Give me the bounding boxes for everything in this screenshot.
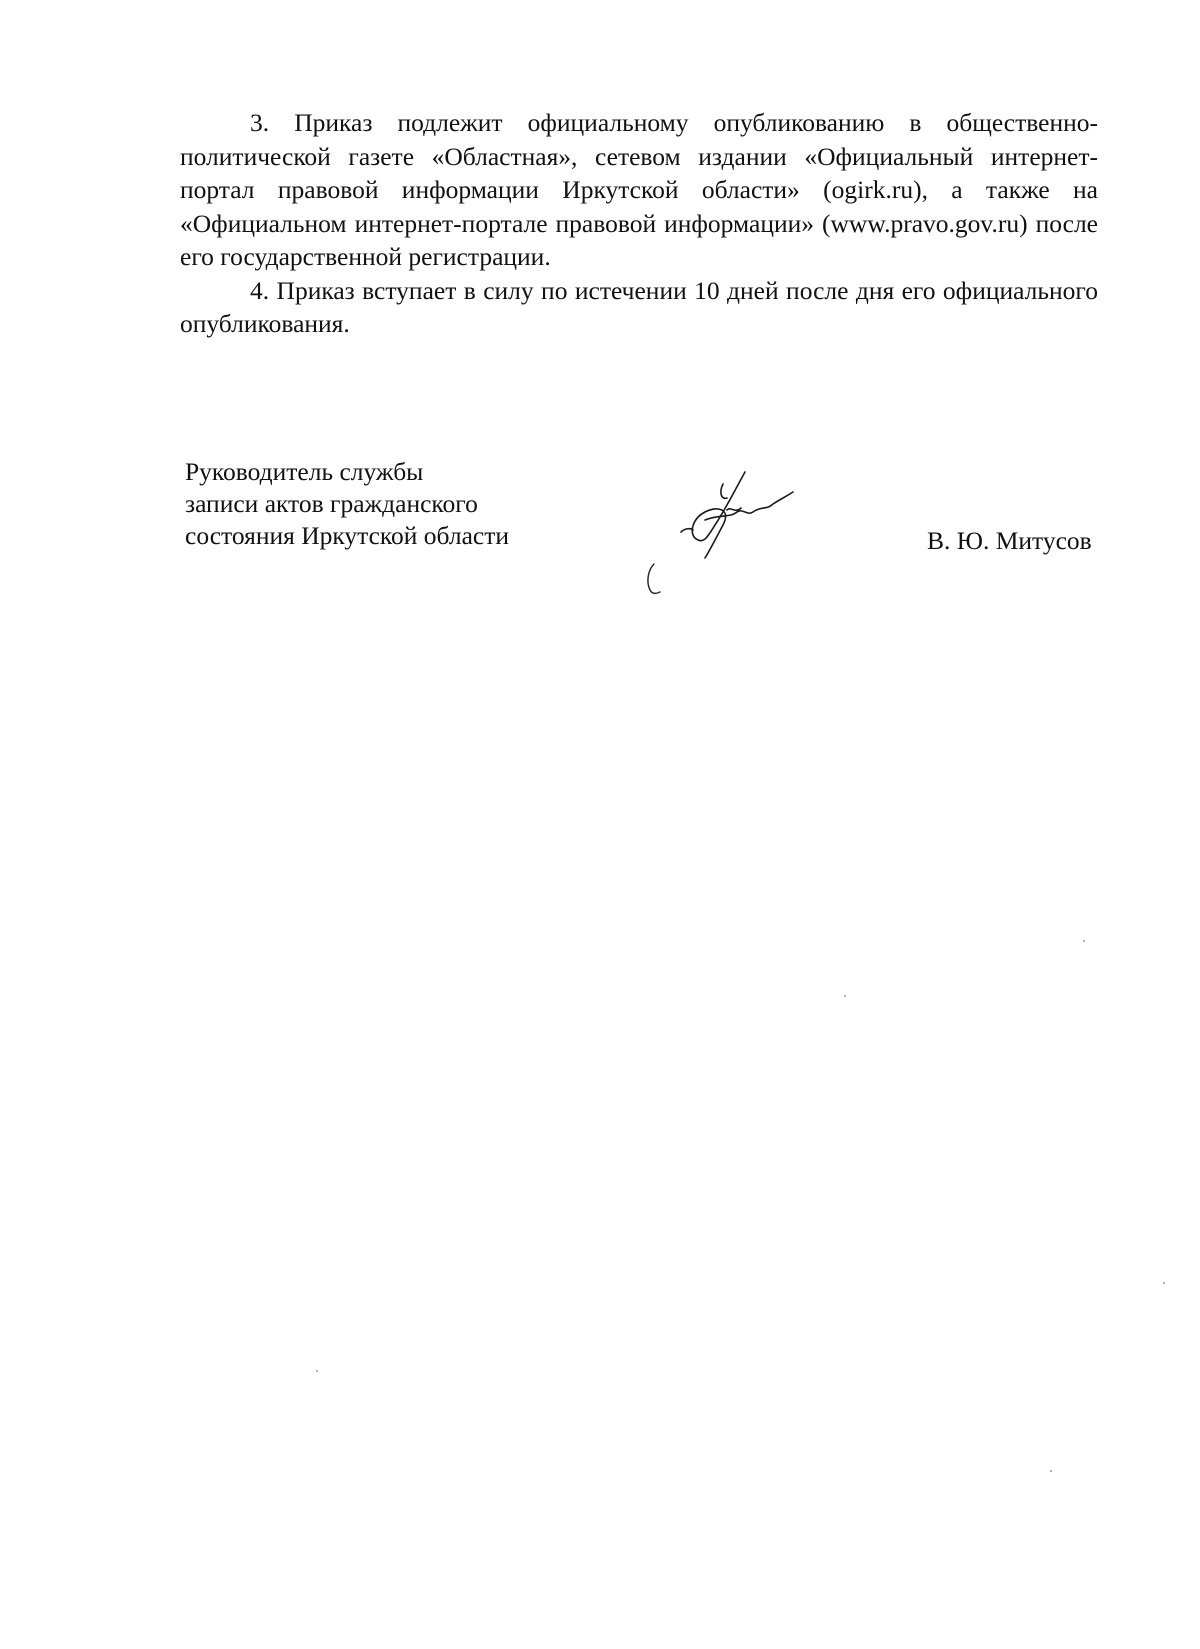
signatory-title-line-3: состояния Иркутской области: [185, 521, 510, 550]
scan-speck: [844, 995, 846, 997]
signatory-title: [185, 456, 509, 552]
scan-speck: [1163, 1282, 1165, 1284]
document-body: [180, 106, 1098, 341]
paragraph-4: 4. Приказ вступает в силу по истечении 10 дней после дня его официального опубликования.: [180, 275, 1098, 338]
signatory-title-line-2: записи актов гражданского: [185, 489, 478, 518]
handwritten-signature: [675, 470, 825, 610]
scan-speck: [316, 1370, 318, 1372]
scan-speck: [1050, 1470, 1052, 1472]
signatory-name: В. Ю. Митусов: [927, 526, 1092, 555]
signature-tick-mark: [640, 560, 670, 600]
paragraph-3: 3. Приказ подлежит официальному опубликованию в общественно-политической газете «Областная», сетевом издании «Официальный интернет-портал правовой информации Иркутской области» (ogirk.ru), а также на «Официальном интернет-портале правовой информации» (www.pravo.gov.ru) после его государственной регистрации.: [180, 108, 1098, 271]
signatory-title-line-1: Руководитель службы: [185, 457, 424, 486]
scan-speck: [1083, 940, 1085, 942]
